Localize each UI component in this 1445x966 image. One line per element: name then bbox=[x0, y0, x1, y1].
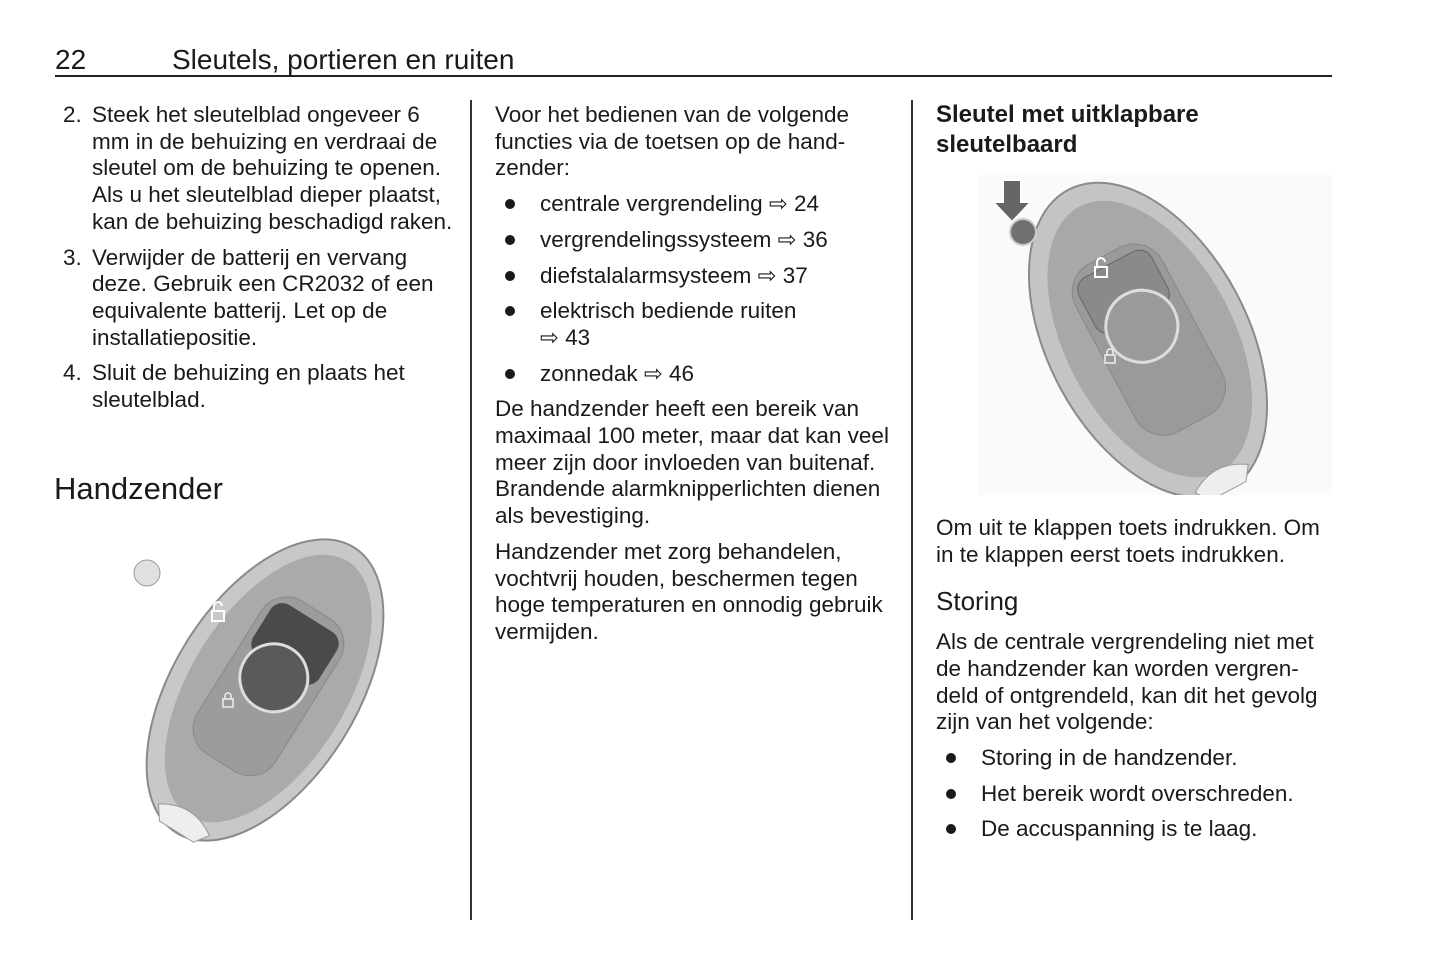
step-text: Verwijder de batterij en vervang deze. Gebruik een CR2032 of een equivalente batterij. Let op de installatiepositie. bbox=[92, 244, 434, 350]
flip-key-illustration bbox=[978, 175, 1332, 495]
list-item bbox=[495, 191, 890, 218]
storing-text: Als de centrale vergrendeling niet met de handzender kan worden vergrendeld of ontgrendeld, kan dit het gevolg zijn van het volgende: bbox=[936, 629, 1318, 735]
column-divider bbox=[911, 100, 913, 920]
ref-page: 37 bbox=[782, 262, 808, 288]
item-text: centrale vergrendeling bbox=[540, 191, 763, 217]
care-paragraph: Handzender met zorg behandelen, vochtvrij houden, beschermen tegen hoge temperaturen en onnodig gebruik vermijden. bbox=[495, 538, 883, 644]
page-reference[interactable] bbox=[758, 263, 808, 288]
list-item: Storing in de handzender. bbox=[936, 745, 1332, 772]
list-item bbox=[495, 227, 890, 254]
step-number: 3. bbox=[63, 244, 82, 270]
step-text: Sluit de behuizing en plaats het sleutelblad. bbox=[92, 360, 405, 413]
item-text: diefstalalarmsysteem bbox=[540, 262, 752, 288]
page-number: 22 bbox=[55, 44, 87, 75]
arrow-right-icon: ⇨ bbox=[768, 191, 788, 217]
section-heading-storing: Storing bbox=[936, 586, 1019, 617]
page-reference[interactable] bbox=[769, 191, 819, 216]
list-item bbox=[495, 298, 890, 351]
step-number: 2. bbox=[63, 102, 82, 127]
left-column bbox=[55, 102, 455, 423]
arrow-right-icon: ⇨ bbox=[757, 262, 777, 288]
list-item bbox=[495, 263, 890, 290]
release-button bbox=[1010, 219, 1036, 245]
intro-text: Voor het bedienen van de volgende functies via de toetsen op de handzender: bbox=[495, 102, 850, 181]
step-item bbox=[55, 360, 455, 413]
step-item bbox=[55, 102, 455, 236]
ref-page: 43 bbox=[565, 324, 591, 350]
key-fob-illustration bbox=[55, 525, 455, 845]
item-text: vergrendelingssysteem bbox=[540, 226, 772, 252]
list-item: Het bereik wordt overschreden. bbox=[936, 781, 1332, 808]
list-item: De accuspanning is te laag. bbox=[936, 816, 1332, 843]
arrow-right-icon: ⇨ bbox=[540, 324, 559, 350]
page-reference[interactable] bbox=[540, 325, 590, 350]
arrow-right-icon: ⇨ bbox=[777, 226, 797, 252]
flip-key-caption: Om uit te klappen toets indrukken. Om in te klappen eerst toets indrukken. bbox=[936, 515, 1320, 567]
ref-page: 24 bbox=[794, 191, 820, 217]
section-heading-flip-key: Sleutel met uitklapbare sleutelbaard bbox=[936, 101, 1199, 158]
fault-list bbox=[936, 745, 1332, 843]
step-text: Steek het sleutelblad ongeveer 6 mm in de behuizing en verdraai de sleutel om de behuizing te openen. Als u het sleutelblad dieper plaatst, kan de behuizing beschadigd raken. bbox=[92, 102, 453, 234]
page-reference[interactable] bbox=[644, 361, 694, 386]
item-text: zonnedak bbox=[540, 360, 638, 386]
page-reference[interactable] bbox=[778, 227, 828, 252]
page-title: Sleutels, portieren en ruiten bbox=[172, 44, 515, 75]
right-column-text bbox=[936, 515, 1332, 852]
column-divider bbox=[470, 100, 472, 920]
step-item bbox=[55, 245, 455, 352]
middle-column bbox=[495, 102, 890, 655]
release-button bbox=[134, 560, 160, 586]
arrow-right-icon: ⇨ bbox=[643, 360, 663, 386]
range-paragraph: De handzender heeft een bereik van maximaal 100 meter, maar dat kan veel meer zijn door invloeden van buitenaf. Brandende alarmknipperlichten dienen als bevestiging. bbox=[495, 396, 889, 529]
function-list bbox=[495, 191, 890, 387]
header-rule bbox=[55, 75, 1332, 77]
list-item bbox=[495, 361, 890, 388]
item-text: elektrisch bediende ruiten bbox=[540, 298, 797, 324]
ref-page: 46 bbox=[668, 360, 695, 386]
section-heading-handzender: Handzender bbox=[54, 471, 223, 506]
step-number: 4. bbox=[63, 360, 82, 386]
ref-page: 36 bbox=[802, 226, 828, 252]
steps-list bbox=[55, 102, 455, 414]
